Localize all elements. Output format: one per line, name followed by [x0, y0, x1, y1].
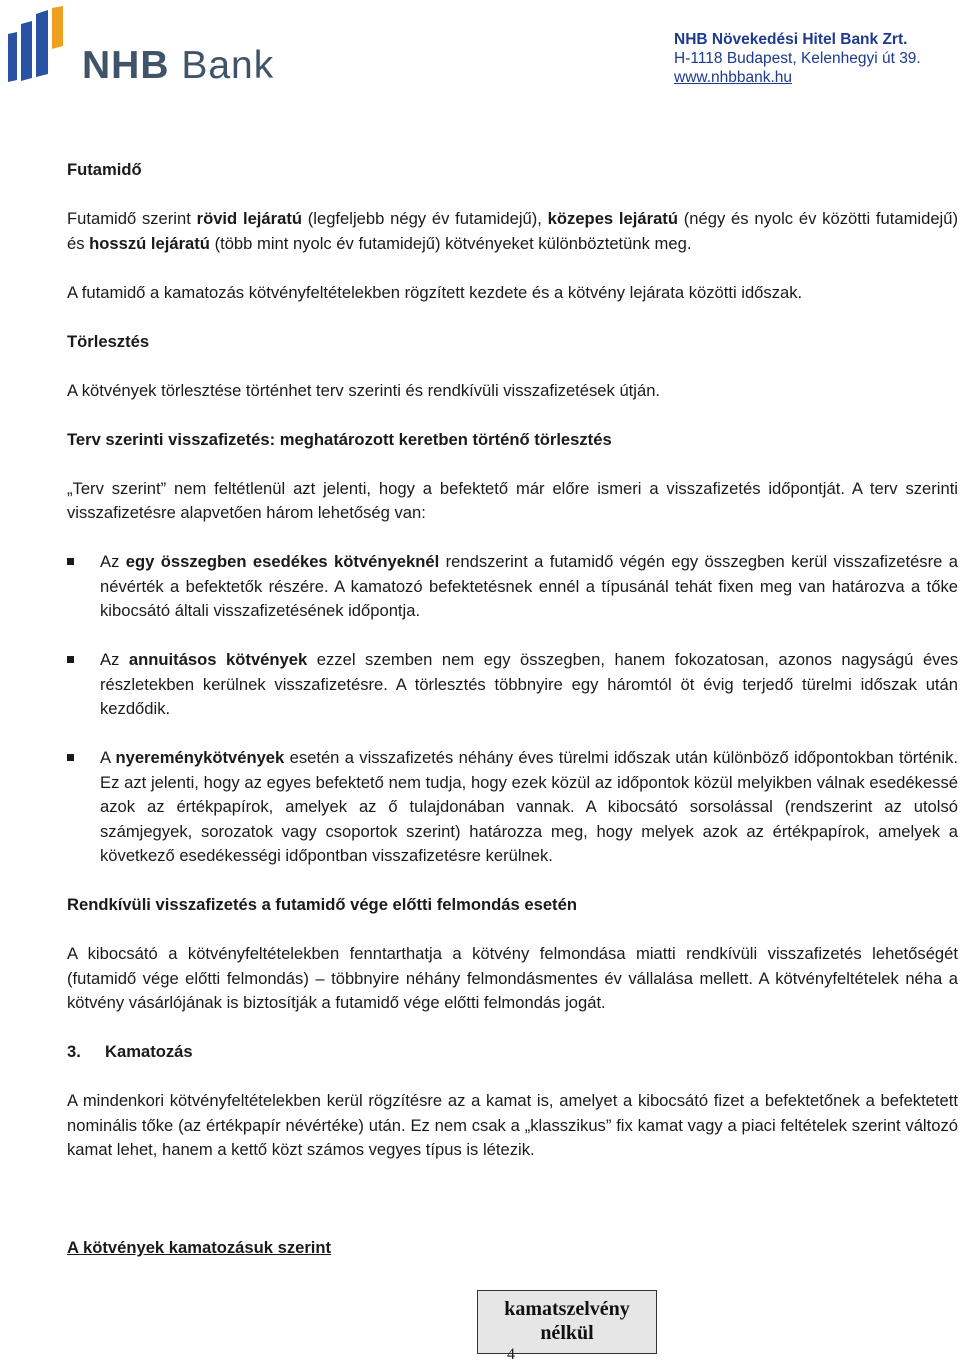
list-item-annuitasos: Az annuitásos kötvények ezzel szemben nem egy összegben, hanem fokozatosan, azonos nagyságú éves részletekben kerülnek visszafizetésre. A törlesztés többnyire egy háromtól öt évig terjedő türelmi időszak után kezdődik. — [67, 648, 958, 722]
document-body — [67, 158, 958, 1261]
box-line-1: kamatszelvény — [504, 1298, 630, 1320]
website-link[interactable]: www.nhbbank.hu — [674, 69, 793, 86]
company-address-block — [674, 30, 921, 87]
diagram-box-kamatszelveny — [477, 1290, 657, 1354]
heading-terv-szerinti: Terv szerinti visszafizetés: meghatározott keretben történő törlesztés — [67, 429, 612, 449]
logo-text-bold: NHB — [82, 44, 170, 87]
paragraph-torlesztes: A kötvények törlesztése történhet terv szerinti és rendkívüli visszafizetések útján. — [67, 380, 661, 400]
section-number: 3. — [67, 1042, 81, 1061]
heading-rendkivuli: Rendkívüli visszafizetés a futamidő vége előtti felmondás esetén — [67, 895, 577, 914]
heading-torlesztes: Törlesztés — [67, 331, 150, 351]
paragraph-futamido-definition: A futamidő a kamatozás kötvényfeltételekben rögzített kezdete és a kötvény lejárata közötti időszak. — [67, 282, 803, 302]
heading-kamatozas: 3. Kamatozás — [67, 1040, 958, 1065]
heading-kamatozasuk-szerint: A kötvények kamatozásuk szerint — [67, 1238, 332, 1257]
paragraph-futamido-types: Futamidő szerint rövid lejáratú (legfeljebb négy év futamidejű), közepes lejáratú (négy és nyolc év közötti futamidejű) és hosszú lejáratú (több mint nyolc év futamidejű) kötvényeket különböztetünk meg. — [67, 209, 958, 253]
box-line-2: nélkül — [540, 1322, 594, 1344]
paragraph-rendkivuli: A kibocsátó a kötvényfeltételekben fenntarthatja a kötvény felmondása miatti rendkívüli visszafizetés lehetőségét (futamidő vége előtti felmondás) – többnyire néhány felmondásmentes év vállalása mellett. A kötvényfeltételek néha a kötvény vásárlójának is biztosítják a futamidő vége előtti felmondás jogát. — [67, 944, 958, 1012]
bullet-square-icon — [67, 656, 74, 663]
page-number: 4 — [507, 1346, 515, 1363]
paragraph-kamatozas: A mindenkori kötvényfeltételekben kerül rögzítésre az a kamat is, amelyet a kibocsátó fizet a befektetőnek a befektetett nominális tőke (az értékpapír névértéke) után. Ez nem csak a „klasszikus” fix kamat vagy a piaci feltételek szerint változó kamat lehet, hanem a kettő közt számos vegyes típus is létezik. — [67, 1091, 958, 1159]
logo-wordmark — [82, 44, 274, 88]
bullet-square-icon — [67, 754, 74, 761]
list-item-nyeremenykotvenyek: A nyereménykötvények esetén a visszafizetés néhány éves türelmi időszak után különböző időpontokban történik. Ez azt jelenti, hogy az egyes befektető nem tudja, hogy ezek közül az időpontok közül melyikben válnak esedékessé azok az értékpapírok, amelyek az ő tulajdonában vannak. A kibocsátó sorsolással (rendszerint az utolsó számjegyek, sorozatok vagy csoportok szerint) határozza meg, hogy melyek azok az értékpapírok, amelyek a következő esedékességi időpontban visszafizetésre kerülnek. — [67, 746, 958, 869]
paragraph-terv-szerinti: „Terv szerint” nem feltétlenül azt jelenti, hogy a befektető már előre ismeri a visszafizetés időpontját. A terv szerinti visszafizetésre alapvetően három lehetőség van: — [67, 478, 958, 522]
list-item-egy-osszegben: Az egy összegben esedékes kötvényeknél rendszerint a futamidő végén egy összegben kerül visszafizetésre a névérték a befektetők részére. A kamatozó befektetésnek ennél a típusánál tehát fixen meg van határozva a tőke kibocsátó általi visszafizetésének időpontja. — [67, 550, 958, 624]
logo-text-light: Bank — [181, 44, 275, 87]
company-name: NHB Növekedési Hitel Bank Zrt. — [674, 31, 908, 48]
heading-futamido: Futamidő — [67, 160, 142, 179]
bullet-square-icon — [67, 558, 74, 565]
company-address: H-1118 Budapest, Kelenhegyi út 39. — [674, 50, 921, 67]
